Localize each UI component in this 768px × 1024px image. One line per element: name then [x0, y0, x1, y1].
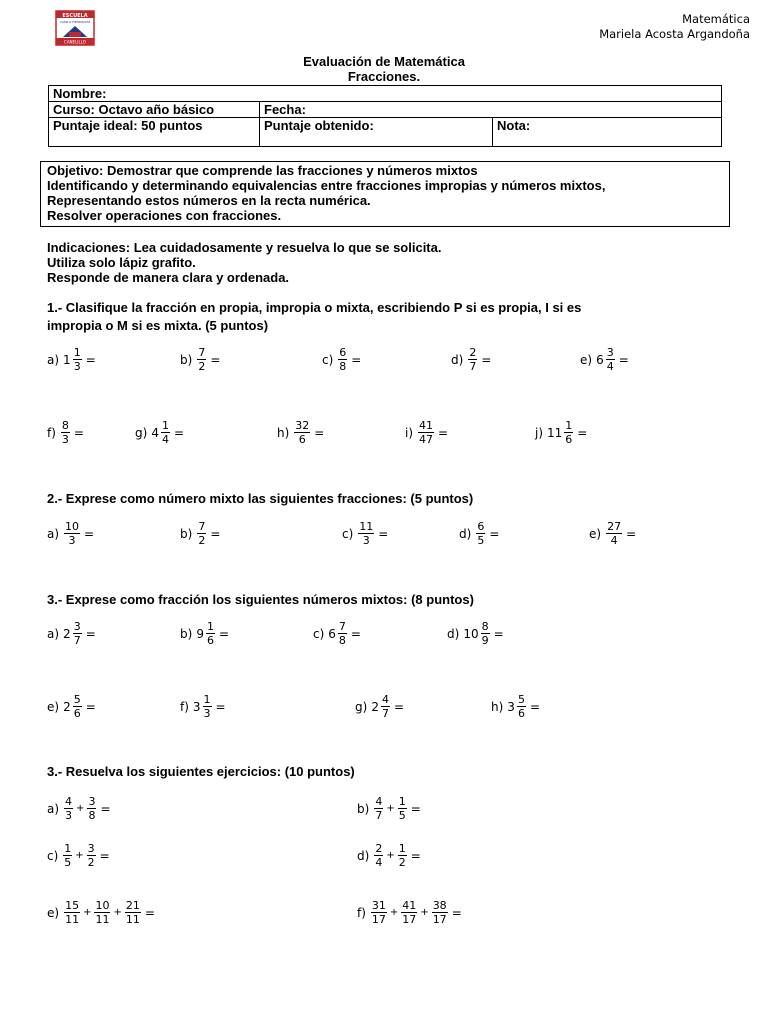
equals-sign: =: [438, 425, 449, 440]
fraction: [87, 842, 96, 869]
exercise-item: [535, 419, 587, 446]
equals-sign: =: [410, 801, 421, 816]
fraction: [564, 419, 573, 446]
question-3-title: 3.- Exprese como fracción los siguientes números mixtos: (8 puntos): [47, 592, 474, 607]
item-label: c): [342, 526, 354, 541]
denominator: 17: [432, 913, 447, 926]
denominator: 8: [339, 360, 347, 373]
fraction: [418, 419, 434, 446]
puntaje-obtenido-cell[interactable]: Puntaje obtenido:: [260, 118, 493, 147]
numerator: 7: [338, 620, 346, 633]
plus-sign: +: [389, 907, 399, 918]
fraction: [94, 899, 110, 926]
equals-sign: =: [314, 425, 325, 440]
numerator: 38: [432, 899, 447, 912]
fraction: [338, 620, 347, 647]
exercise-item: [47, 899, 155, 926]
numerator: 4: [375, 795, 383, 808]
equals-sign: =: [85, 352, 96, 367]
fraction: [374, 842, 383, 869]
question-2-title: 2.- Exprese como número mixto las siguientes fracciones: (5 puntos): [47, 491, 474, 506]
fraction: [476, 520, 485, 547]
numerator: 3: [606, 346, 614, 359]
question-1-line: 1.- Clasifique la fracción en propia, impropia o mixta, escribiendo P si es propia, I si es: [47, 300, 582, 315]
page-title: Evaluación de Matemática: [303, 54, 465, 69]
denominator: 2: [87, 856, 95, 869]
whole-number: 10: [463, 626, 479, 641]
exercise-item: [342, 520, 388, 547]
denominator: 7: [73, 634, 81, 647]
denominator: 7: [381, 707, 389, 720]
denominator: 6: [517, 707, 525, 720]
fraction: [73, 620, 82, 647]
denominator: 3: [65, 809, 73, 822]
equals-sign: =: [451, 905, 462, 920]
whole-number: 3: [192, 699, 201, 714]
fraction: [432, 899, 448, 926]
exercise-item: [47, 419, 84, 446]
equals-sign: =: [85, 626, 96, 641]
exercise-item: [451, 346, 491, 373]
equals-sign: =: [529, 699, 540, 714]
equals-sign: =: [626, 526, 637, 541]
logo-line2: CAMILO HENRIQUEZ: [59, 20, 91, 24]
numerator: 15: [65, 899, 80, 912]
equals-sign: =: [393, 699, 405, 714]
numerator: 7: [198, 346, 206, 359]
fraction: [64, 795, 73, 822]
exercise-item: [47, 693, 96, 720]
denominator: 9: [481, 634, 489, 647]
denominator: 17: [371, 913, 386, 926]
fraction: [606, 520, 622, 547]
numerator: 32: [295, 419, 310, 432]
equals-sign: =: [99, 848, 110, 863]
item-label: d): [451, 352, 464, 367]
question-1-title: [47, 299, 581, 335]
fraction: [64, 899, 80, 926]
denominator: 4: [610, 534, 618, 547]
instructions: [47, 240, 441, 285]
numerator: 10: [65, 520, 80, 533]
item-label: b): [180, 526, 193, 541]
item-label: f): [357, 905, 366, 920]
denominator: 3: [61, 433, 69, 446]
whole-number: 1: [63, 352, 71, 367]
denominator: 3: [73, 360, 81, 373]
instructions-line: Indicaciones: Lea cuidadosamente y resuelva lo que se solicita.: [47, 240, 442, 255]
objective-line: Identificando y determinando equivalencias entre fracciones impropias y números mixtos,: [47, 178, 606, 193]
plus-sign: +: [83, 907, 92, 918]
denominator: 2: [198, 534, 206, 547]
exercise-item: [135, 419, 184, 446]
school-logo: [55, 10, 95, 46]
exercise-item: [491, 693, 540, 720]
item-label: f): [47, 425, 56, 440]
exercise-item: [47, 795, 111, 822]
denominator: 7: [469, 360, 477, 373]
fraction: [481, 620, 490, 647]
exercise-item: [447, 620, 504, 647]
denominator: 4: [606, 360, 614, 373]
fraction: [73, 693, 82, 720]
fraction: [517, 693, 526, 720]
numerator: 8: [61, 419, 69, 432]
equals-sign: =: [215, 699, 226, 714]
item-label: j): [535, 425, 544, 440]
numerator: 1: [398, 795, 406, 808]
denominator: 47: [419, 433, 434, 446]
item-label: b): [357, 801, 370, 816]
question-1-line: impropia o M si es mixta. (5 puntos): [47, 318, 269, 333]
plus-sign: +: [75, 850, 84, 861]
item-label: d): [357, 848, 370, 863]
equals-sign: =: [85, 699, 96, 714]
exercise-item: [180, 693, 226, 720]
curso-cell: Curso: Octavo año básico: [49, 102, 260, 118]
item-label: e): [589, 526, 602, 541]
equals-sign: =: [350, 626, 361, 641]
numerator: 3: [88, 795, 96, 808]
denominator: 2: [198, 360, 206, 373]
numerator: 41: [402, 899, 417, 912]
item-label: c): [322, 352, 334, 367]
numerator: 4: [65, 795, 73, 808]
exercise-item: [459, 520, 499, 547]
whole-number: 2: [63, 626, 71, 641]
instructions-line: Utiliza solo lápiz grafito.: [47, 255, 196, 270]
equals-sign: =: [173, 425, 185, 440]
denominator: 8: [338, 634, 346, 647]
numerator: 5: [517, 693, 525, 706]
exercise-item: [355, 693, 404, 720]
numerator: 31: [371, 899, 386, 912]
denominator: 5: [64, 856, 72, 869]
whole-number: 2: [371, 699, 379, 714]
equals-sign: =: [481, 352, 492, 367]
nombre-cell[interactable]: Nombre:: [49, 86, 722, 102]
denominator: 3: [362, 534, 370, 547]
denominator: 5: [477, 534, 485, 547]
item-label: c): [47, 848, 59, 863]
item-label: a): [47, 352, 60, 367]
exercise-item: [322, 346, 361, 373]
fraction: [64, 520, 80, 547]
fraction: [63, 842, 72, 869]
numerator: 7: [198, 520, 206, 533]
denominator: 4: [375, 856, 383, 869]
plus-sign: +: [76, 803, 85, 814]
fraction: [203, 693, 212, 720]
fraction: [87, 795, 96, 822]
fraction: [371, 899, 387, 926]
numerator: 1: [565, 419, 573, 432]
denominator: 7: [375, 809, 383, 822]
exercise-item: [313, 620, 361, 647]
teacher-name: Mariela Acosta Argandoña: [599, 27, 750, 41]
item-label: d): [459, 526, 472, 541]
item-label: h): [277, 425, 290, 440]
plus-sign: +: [113, 907, 122, 918]
numerator: 41: [419, 419, 434, 432]
equals-sign: =: [493, 626, 504, 641]
denominator: 2: [398, 856, 406, 869]
exercise-item: [180, 346, 220, 373]
fraction: [197, 520, 206, 547]
exercise-item: [47, 620, 96, 647]
exercise-item: [405, 419, 448, 446]
item-label: e): [47, 905, 60, 920]
fraction: [374, 795, 383, 822]
numerator: 1: [203, 693, 211, 706]
plus-sign: +: [386, 803, 395, 814]
numerator: 1: [73, 346, 81, 359]
item-label: i): [405, 425, 414, 440]
numerator: 2: [469, 346, 477, 359]
denominator: 11: [125, 913, 140, 926]
equals-sign: =: [577, 425, 588, 440]
numerator: 2: [375, 842, 383, 855]
whole-number: 3: [507, 699, 515, 714]
fraction: [401, 899, 417, 926]
plus-sign: +: [386, 850, 395, 861]
fraction: [294, 419, 310, 446]
equals-sign: =: [210, 352, 221, 367]
whole-number: 6: [596, 352, 604, 367]
exercise-item: [357, 842, 421, 869]
fraction: [358, 520, 374, 547]
whole-number: 11: [547, 425, 563, 440]
numerator: 1: [398, 842, 406, 855]
page-subtitle: Fracciones.: [347, 69, 421, 84]
denominator: 4: [161, 433, 169, 446]
equals-sign: =: [218, 626, 230, 641]
fraction: [161, 419, 170, 446]
nota-cell[interactable]: Nota:: [493, 118, 722, 147]
puntaje-ideal-cell: Puntaje ideal: 50 puntos: [49, 118, 260, 147]
numerator: 3: [73, 620, 81, 633]
item-label: a): [47, 801, 60, 816]
equals-sign: =: [73, 425, 84, 440]
denominator: 11: [65, 913, 80, 926]
denominator: 5: [398, 809, 406, 822]
fraction: [197, 346, 206, 373]
numerator: 10: [95, 899, 110, 912]
numerator: 1: [206, 620, 214, 633]
numerator: 6: [477, 520, 485, 533]
exercise-item: [589, 520, 636, 547]
denominator: 11: [95, 913, 110, 926]
denominator: 6: [298, 433, 306, 446]
question-4-title: 3.- Resuelva los siguientes ejercicios: (10 puntos): [47, 764, 355, 779]
objective-line: Representando estos números en la recta numérica.: [47, 193, 371, 208]
denominator: 6: [73, 707, 81, 720]
logo-line1: ESCUELA: [62, 13, 88, 19]
item-label: a): [47, 526, 60, 541]
fraction: [398, 842, 407, 869]
fraction: [468, 346, 477, 373]
instructions-line: Responde de manera clara y ordenada.: [47, 270, 290, 285]
exercise-item: [580, 346, 629, 373]
equals-sign: =: [618, 352, 629, 367]
fecha-cell[interactable]: Fecha:: [260, 102, 722, 118]
objective-line: Resolver operaciones con fracciones.: [47, 208, 282, 223]
subject: Matemática: [682, 12, 750, 26]
exercise-item: [47, 346, 96, 373]
denominator: 3: [68, 534, 76, 547]
logo-line3: CANELILLO: [64, 39, 86, 45]
item-label: h): [491, 699, 504, 714]
item-label: d): [447, 626, 460, 641]
equals-sign: =: [100, 801, 111, 816]
equals-sign: =: [489, 526, 500, 541]
objective-line: Objetivo: Demostrar que comprende las fracciones y números mixtos: [47, 163, 478, 178]
exercise-item: [357, 899, 462, 926]
item-label: b): [180, 352, 193, 367]
exercise-item: [180, 520, 220, 547]
fraction: [398, 795, 407, 822]
fraction: [206, 620, 215, 647]
fraction: [606, 346, 615, 373]
denominator: 6: [565, 433, 573, 446]
equals-sign: =: [210, 526, 221, 541]
exercise-item: [277, 419, 324, 446]
equals-sign: =: [378, 526, 389, 541]
item-label: a): [47, 626, 60, 641]
denominator: 6: [206, 634, 214, 647]
fraction: [125, 899, 141, 926]
whole-number: 6: [328, 626, 336, 641]
denominator: 8: [88, 809, 96, 822]
numerator: 4: [381, 693, 389, 706]
numerator: 1: [161, 419, 169, 432]
item-label: f): [180, 699, 189, 714]
item-label: c): [313, 626, 325, 641]
whole-number: 9: [196, 626, 204, 641]
whole-number: 2: [63, 699, 71, 714]
item-label: e): [580, 352, 593, 367]
exercise-item: [180, 620, 229, 647]
fraction: [338, 346, 347, 373]
item-label: e): [47, 699, 60, 714]
numerator: 6: [339, 346, 347, 359]
numerator: 1: [64, 842, 72, 855]
exercise-item: [47, 520, 94, 547]
item-label: b): [180, 626, 193, 641]
fraction: [61, 419, 70, 446]
header-right: [599, 12, 750, 42]
whole-number: 4: [151, 425, 159, 440]
exercise-item: [47, 842, 110, 869]
numerator: 11: [359, 520, 374, 533]
objective-box: [40, 161, 730, 227]
student-info-table: [48, 85, 722, 147]
numerator: 8: [481, 620, 489, 633]
item-label: g): [135, 425, 148, 440]
equals-sign: =: [144, 905, 155, 920]
numerator: 27: [607, 520, 622, 533]
numerator: 5: [73, 693, 81, 706]
denominator: 3: [203, 707, 211, 720]
fraction: [381, 693, 390, 720]
equals-sign: =: [351, 352, 362, 367]
exercise-item: [357, 795, 421, 822]
item-label: g): [355, 699, 368, 714]
equals-sign: =: [84, 526, 95, 541]
numerator: 21: [125, 899, 140, 912]
denominator: 17: [402, 913, 417, 926]
equals-sign: =: [410, 848, 421, 863]
fraction: [73, 346, 82, 373]
numerator: 3: [87, 842, 95, 855]
plus-sign: +: [420, 907, 429, 918]
